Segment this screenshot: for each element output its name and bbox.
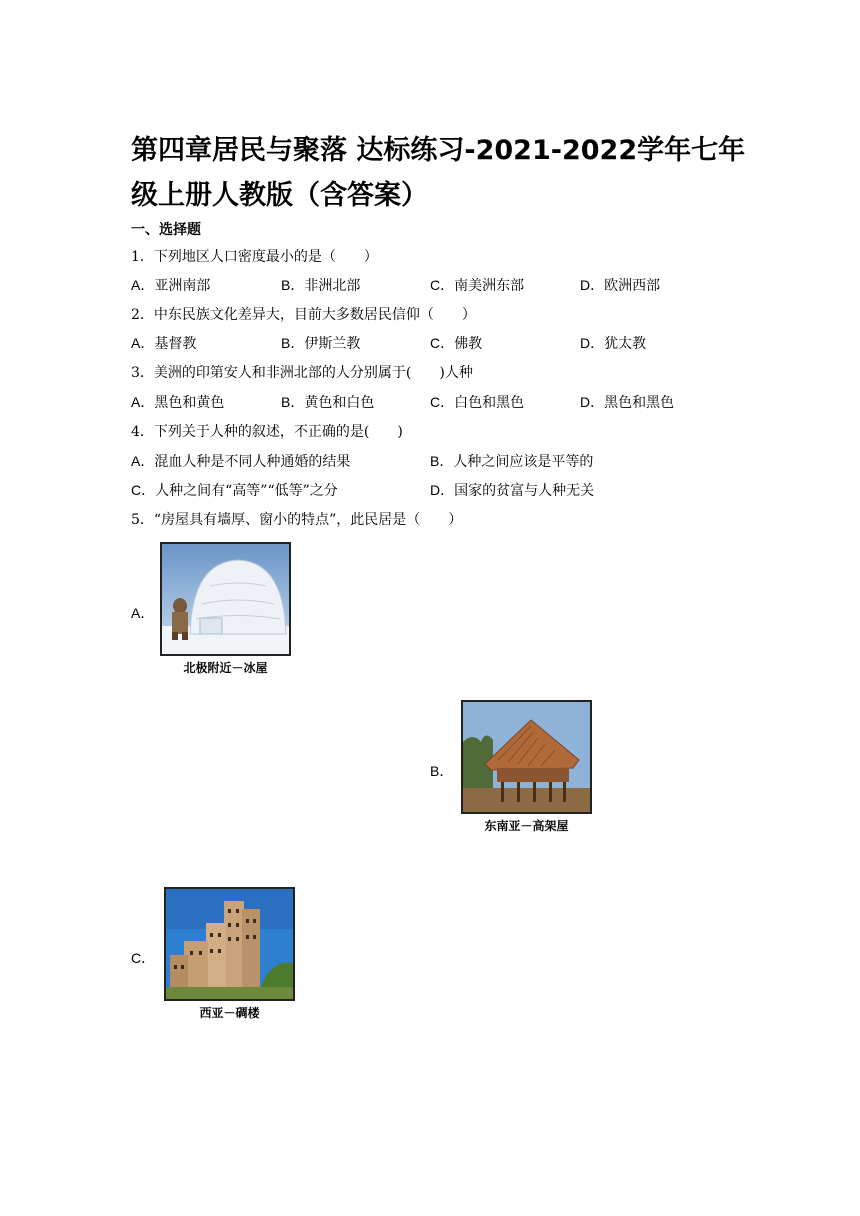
option-text: 伊斯兰教	[304, 336, 361, 352]
q5-option-b-caption: 东南亚－高架屋	[484, 819, 569, 833]
q1-option-c[interactable]	[430, 275, 524, 295]
option-text: 混血人种是不同人种通婚的结果	[154, 454, 351, 470]
igloo-illustration	[162, 544, 289, 654]
option-letter: D．	[580, 277, 605, 293]
option-text: 南美洲东部	[454, 278, 525, 294]
q3-option-c[interactable]	[430, 392, 524, 412]
question-2-stem: 2．中东民族文化差异大，目前大多数居民信仰（ ）	[131, 307, 476, 323]
q5-option-c-letter[interactable]: C．	[131, 950, 156, 966]
q5-option-c-figure[interactable]	[164, 887, 295, 1021]
q5-option-b-figure[interactable]	[461, 700, 592, 834]
option-text: 人种之间应该是平等的	[453, 454, 594, 470]
option-letter: C．	[430, 394, 455, 410]
q4-option-b[interactable]	[430, 451, 593, 471]
q2-option-b[interactable]	[281, 333, 360, 353]
question-4-stem: 4．下列关于人种的叙述，不正确的是( )	[131, 424, 403, 440]
option-text: 亚洲南部	[154, 278, 211, 294]
stilt-house-photo	[461, 700, 592, 814]
option-text: 欧洲西部	[604, 278, 661, 294]
option-text: 黄色和白色	[304, 395, 375, 411]
q4-option-c[interactable]	[131, 480, 338, 500]
q2-option-d[interactable]	[580, 333, 646, 353]
q2-option-c[interactable]	[430, 333, 482, 353]
option-letter: A．	[131, 453, 155, 469]
q5-option-a-letter[interactable]: A．	[131, 605, 155, 621]
option-letter: D．	[580, 335, 605, 351]
option-text: 佛教	[454, 336, 483, 352]
option-text: 犹太教	[604, 336, 647, 352]
option-letter: A．	[131, 277, 155, 293]
q5-option-a-caption: 北极附近－冰屋	[183, 661, 268, 675]
option-letter: B．	[430, 453, 454, 469]
option-text: 人种之间有“高等”“低等”之分	[155, 483, 338, 499]
q3-option-d[interactable]	[580, 392, 674, 412]
q3-option-b[interactable]	[281, 392, 374, 412]
q1-option-d[interactable]	[580, 275, 660, 295]
stilt-house-illustration	[463, 702, 590, 812]
q5-option-b-letter[interactable]: B．	[430, 763, 454, 779]
option-text: 黑色和黑色	[604, 395, 675, 411]
q2-option-a[interactable]	[131, 333, 196, 353]
option-letter: B．	[281, 335, 305, 351]
q1-option-b[interactable]	[281, 275, 360, 295]
option-letter: C．	[430, 277, 455, 293]
q1-option-a[interactable]	[131, 275, 210, 295]
q4-option-d[interactable]	[430, 480, 594, 500]
q5-option-a-figure[interactable]	[160, 542, 291, 676]
q3-option-a[interactable]	[131, 392, 224, 412]
option-letter: B．	[281, 277, 305, 293]
question-5-stem: 5．“房屋具有墙厚、窗小的特点”，此民居是（ ）	[131, 512, 463, 528]
option-letter: A．	[131, 394, 155, 410]
option-letter: C．	[131, 482, 156, 498]
tower-house-photo	[164, 887, 295, 1001]
question-3-stem: 3．美洲的印第安人和非洲北部的人分别属于( )人种	[131, 365, 473, 381]
option-letter: C．	[430, 335, 455, 351]
option-text: 非洲北部	[304, 278, 361, 294]
option-letter: D．	[580, 394, 605, 410]
tower-house-illustration	[166, 889, 293, 999]
q5-option-c-caption: 西亚－碉楼	[199, 1006, 260, 1020]
option-letter: B．	[281, 394, 305, 410]
option-text: 黑色和黄色	[154, 395, 225, 411]
igloo-photo	[160, 542, 291, 656]
question-1-stem: 1．下列地区人口密度最小的是（ ）	[131, 249, 378, 265]
section-heading: 一、选择题	[131, 222, 201, 238]
option-text: 白色和黑色	[454, 395, 525, 411]
option-text: 基督教	[154, 336, 197, 352]
document-title: 第四章居民与聚落 达标练习-2021-2022学年七年级上册人教版（含答案）	[131, 135, 746, 211]
q4-option-a[interactable]	[131, 451, 350, 471]
option-letter: D．	[430, 482, 455, 498]
option-letter: A．	[131, 335, 155, 351]
option-text: 国家的贫富与人种无关	[454, 483, 595, 499]
